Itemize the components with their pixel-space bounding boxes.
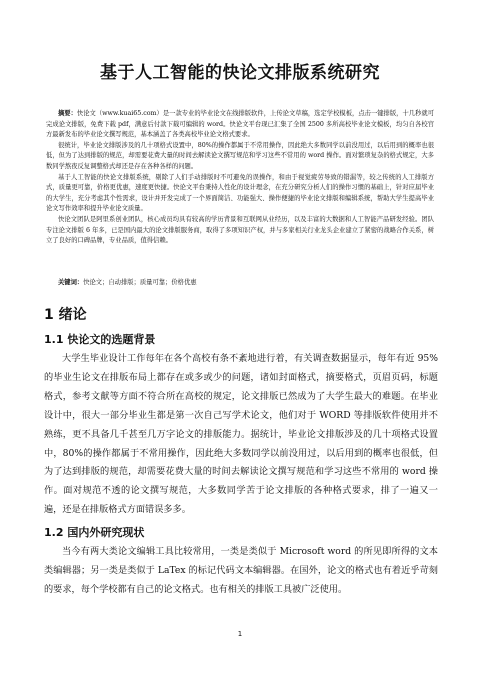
paper-title: 基于人工智能的快论文排版系统研究	[100, 63, 380, 83]
body-text-block	[44, 543, 438, 600]
abstract-block	[46, 109, 434, 247]
body-paragraph: 当今有两大类论文编辑工具比较常用，一类是类似于 Microsoft word 的所见即所得的文本类编辑器；另一类是类似于 LaTex 的标记代码文本编辑器。在国外，论文的格式也有着近乎苛刻的要求，每个学校都有自己的论文格式。也有相关的排版工具被广泛使用。	[44, 546, 438, 595]
abstract-paragraph: 基于人工智能的快论文排版系统，剔除了人们手动排版时不可避免的误操作，和由于视觉疲劳导致的错漏等，较之传统的人工排版方式，质量更可靠，价格更优惠，速度更快捷。快论文平台秉持人性化的设计理念，在充分研究分析人们的操作习惯的基础上，针对应届毕业的大学生，充分考虑其个性需求，设计并开发完成了一个界面简洁、功能强大、操作便捷的毕业论文排版和编辑系统，帮助大学生提高毕业论文写作效率和提升毕业论文质量。	[46, 173, 434, 213]
body-text-block	[44, 350, 438, 520]
keywords-text: 快论文；自动排版；质量可靠；价格优惠	[83, 279, 197, 286]
abstract-paragraph	[46, 109, 434, 141]
body-paragraph: 大学生毕业设计工作每年在各个高校有条不紊地进行着，有关调查数据显示，每年有近 95%的毕业生论文在排版布局上都存在或多或少的问题，诸如封面格式，摘要格式，页眉页码，标题格式，参考文献等方面不符合所在高校的规定，论文排版已然成为了大学生最大的难题。在毕业设计中，很大一部分毕业生都是第一次自己写学术论文，他们对于 WORD 等排版软件使用并不熟练，更不具备几千甚至几万字论文的排版能力。据统计，毕业论文排版涉及的几十项格式设置中，80%的操作都属于不常用操作，因此绝大多数同学以前没用过，以后用到的概率也很低，但为了达到排版的规范，却需要花费大量的时间去解读论文撰写规范和学习这些不常用的 word 操作。面对规范不透的论文撰写规范，大多数同学苦于论文排版的各种格式要求，排了一遍又一遍，还是在排版格式方面错误多多。	[44, 353, 438, 516]
abstract-label: 摘要：	[58, 110, 77, 117]
section-heading: 1 绪论	[44, 307, 87, 323]
abstract-text-1: 快论文（www.kuai65.com）是一款专业的毕业论文在线排版软件，上传论文草稿，选定学校模板，点击一键排版，十几秒就可完成论文排版，免费下载 pdf，满意后付款下载可编辑的 word。快论文平台现已汇集了全国 2500 多所高校毕业论文模板，均匀自各校官方最新发布的毕业论文撰写规范，基本涵盖了各类高校毕业论文格式要求。	[46, 110, 434, 139]
abstract-paragraph: 很统计，毕业论文排版涉及的几十项格式设置中，80%的操作都属于不常用操作，因此绝大多数同学以前没用过，以后用到的概率也很低，但为了达到排版的规范，却需要花费大量的时间去解读论文撰写规范和学习这些不常用的 word 操作。面对繁琐复杂的格式规定，大多数同学熬夜反复调整格式却还是存在各种各样的问题。	[46, 141, 434, 170]
subsection-heading: 1.2 国内外研究现状	[44, 526, 145, 539]
abstract-paragraph: 快论文团队是阿里系创业团队，核心成员均具有较高的学历背景和互联网从业经历，以及丰富的大数据和人工智能产品研发经验。团队专注论文排版 6 年多，已是国内最大的论文排版服务商，取得了多项知识产权，并与多家相关行业龙头企业建立了紧密的战略合作关系，树立了良好的口碑品牌，专业品质，值得信赖。	[46, 215, 434, 245]
page-number: 1	[237, 630, 243, 638]
keywords-line	[58, 277, 197, 286]
keywords-label: 关键词：	[58, 279, 84, 286]
subsection-heading: 1.1 快论文的选题背景	[44, 333, 156, 346]
